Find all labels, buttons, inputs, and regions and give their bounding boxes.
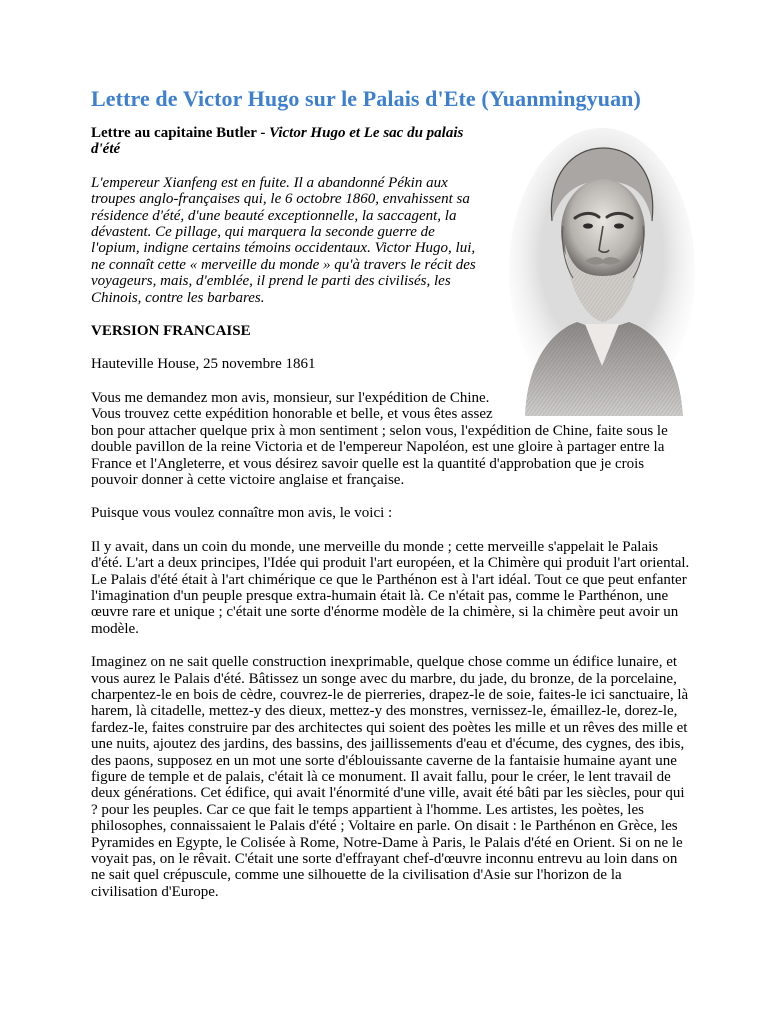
- subtitle: [91, 125, 481, 158]
- document-title: Lettre de Victor Hugo sur le Palais d'Ete (Yuanmingyuan): [91, 86, 641, 111]
- letter-paragraph: Il y avait, dans un coin du monde, une merveille du monde ; cette merveille s'appelait le Palais d'été. L'art a deux principes, l'Idée qui produit l'art européen, et la Chimère qui produit l'art oriental. Le Palais d'été était à l'art chimérique ce que le Parthénon est à l'art idéal. Tout ce que peut enfanter l'imagination d'un peuple presque extra-humain était là. Ce n'était pas, comme le Parthénon, une œuvre rare et unique ; c'était une sorte d'énorme modèle de la chimère, si la chimère peut avoir un modèle.: [91, 538, 690, 637]
- subtitle-italic: Victor Hugo et Le sac du palais d'été: [91, 125, 464, 158]
- letter-paragraph: Puisque vous voulez connaître mon avis, le voici :: [91, 505, 393, 522]
- subtitle-prefix: Lettre au capitaine Butler -: [91, 125, 270, 141]
- victor-hugo-portrait: [507, 126, 697, 416]
- section-heading: VERSION FRANCAISE: [91, 323, 251, 340]
- intro-paragraph: L'empereur Xianfeng est en fuite. Il a abandonné Pékin aux troupes anglo-françaises qui, le 6 octobre 1860, envahissent sa résidence d'été, d'une beauté exceptionnelle, la saccagent, la dévastent. Ce pillage, qui marquera la seconde guerre de l'opium, indigne certains témoins occidentaux. Victor Hugo, lui, ne connaît cette « merveille du monde » qu'à travers le récit des voyageurs, mais, d'emblée, il prend le parti des civilisés, les Chinois, contre les barbares.: [91, 174, 476, 306]
- document-page: [91, 84, 691, 900]
- letter-paragraph: Imaginez on ne sait quelle construction inexprimable, quelque chose comme un édifice lunaire, et vous aurez le Palais d'été. Bâtissez un songe avec du marbre, du jade, du bronze, de la porcelaine, charpentez-le en bois de cèdre, couvrez-le de pierreries, drapez-le de soie, faites-le ici sanctuaire, là harem, là citadelle, mettez-y des dieux, mettez-y des monstres, vernissez-le, émaillez-le, dorez-le, fardez-le, faites construire par des architectes qui soient des poètes les mille et un rêves des mille et une nuits, ajoutez des jardins, des bassins, des jaillissements d'eau et d'écume, des cygnes, des ibis, des paons, supposez en un mot une sorte d'éblouissante caverne de la fantaisie humaine ayant une figure de temple et de palais, c'était là ce monument. Il avait fallu, pour le créer, le lent travail de deux générations. Cet édifice, qui avait l'énormité d'une ville, avait été bâti par les siècles, pour qui ? pour les peuples. Car ce que fait le temps appartient à l'homme. Les artistes, les poètes, les philosophes, connaissaient le Palais d'été ; Voltaire en parle. On disait : le Parthénon en Grèce, les Pyramides en Egypte, le Colisée à Rome, Notre-Dame à Paris, le Palais d'été en Orient. Si on ne le voyait pas, on le rêvait. C'était une sorte d'effrayant chef-d'œuvre inconnu entrevu au loin dans on ne sait quel crépuscule, comme une silhouette de la civilisation d'Asie sur l'horizon de la civilisation d'Europe.: [91, 654, 689, 900]
- dateline: Hauteville House, 25 novembre 1861: [91, 356, 316, 373]
- letter-paragraph: Vous me demandez mon avis, monsieur, sur l'expédition de Chine. Vous trouvez cette expédition honorable et belle, et vous êtes assez bon pour attacher quelque prix à mon sentiment ; selon vous, l'expédition de Chine, faite sous le double pavillon de la reine Victoria et de l'empereur Napoléon, est une gloire à partager entre la France et l'Angleterre, et vous désirez savoir quelle est la quantité d'approbation que je crois pouvoir donner à cette victoire anglaise et française.: [91, 389, 668, 488]
